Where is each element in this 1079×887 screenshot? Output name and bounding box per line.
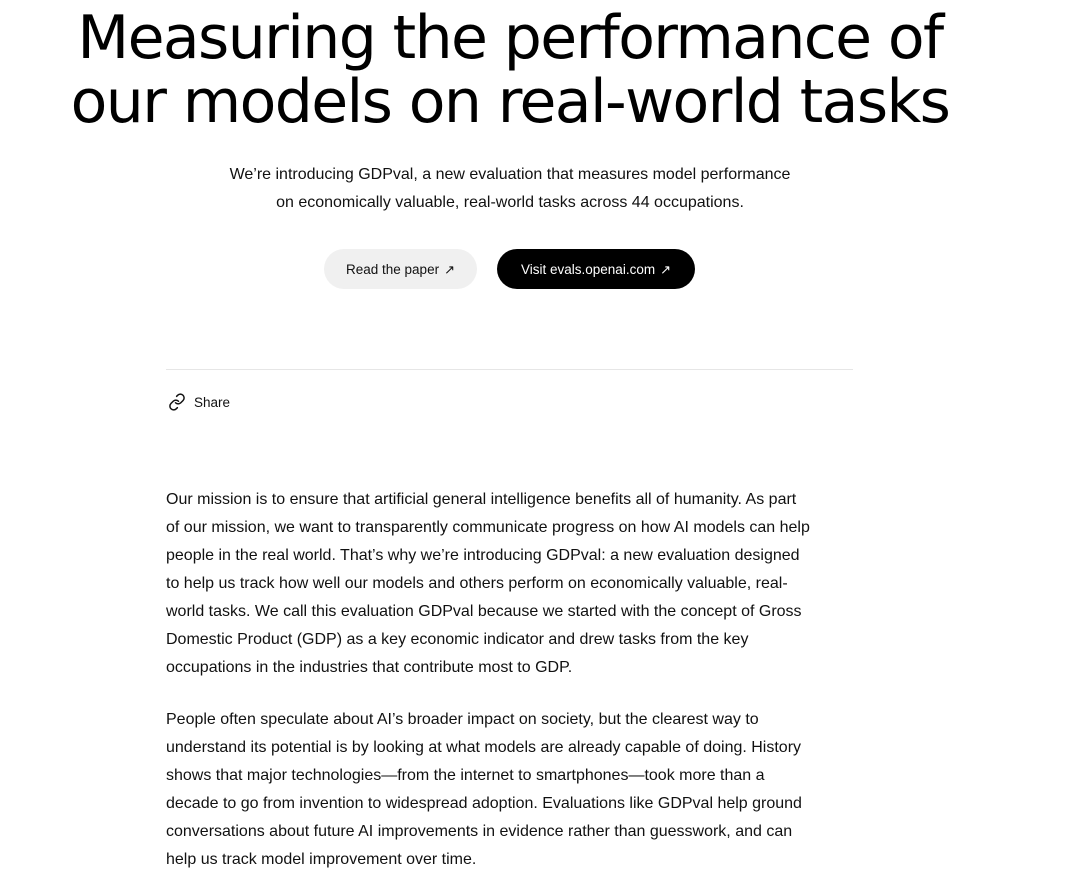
paragraph-line: decade to go from invention to widespread adoption. Evaluations like GDPval help ground <box>166 795 802 812</box>
paragraph-line: understand its potential is by looking at what models are already capable of doing. History <box>166 739 802 756</box>
paragraph-line: Domestic Product (GDP) as a key economic indicator and drew tasks from the key <box>166 631 749 648</box>
visit-evals-button[interactable] <box>497 249 695 289</box>
page-title-line-2: our models on real-world tasks <box>70 67 950 137</box>
section-divider <box>166 369 853 370</box>
share-button[interactable] <box>168 391 230 413</box>
paragraph-line: help us track model improvement over time. <box>166 851 477 868</box>
paragraph-line: to help us track how well our models and others perform on economically valuable, real- <box>166 575 788 592</box>
read-paper-label: Read the paper <box>346 261 440 277</box>
link-icon <box>168 393 186 411</box>
paragraph-line: Our mission is to ensure that artificial general intelligence benefits all of humanity. As part <box>166 491 797 508</box>
page-title <box>0 3 1020 137</box>
read-paper-button[interactable] <box>324 249 477 289</box>
page-subtitle-line-1: We’re introducing GDPval, a new evaluation that measures model performance <box>229 166 791 183</box>
paragraph-line: world tasks. We call this evaluation GDPval because we started with the concept of Gross <box>166 603 802 620</box>
paragraph-line: shows that major technologies—from the internet to smartphones—took more than a <box>166 767 765 784</box>
paragraph-line: conversations about future AI improvements in evidence rather than guesswork, and can <box>166 823 793 840</box>
article-paragraph-1 <box>166 486 866 682</box>
paragraph-line: occupations in the industries that contribute most to GDP. <box>166 659 573 676</box>
paragraph-line: people in the real world. That’s why we’re introducing GDPval: a new evaluation designed <box>166 547 800 564</box>
paragraph-line: of our mission, we want to transparently communicate progress on how AI models can help <box>166 519 810 536</box>
share-label: Share <box>194 394 231 410</box>
visit-evals-label: Visit evals.openai.com <box>521 261 656 277</box>
external-arrow-icon: ↗ <box>444 261 455 277</box>
page-subtitle <box>200 161 820 217</box>
external-arrow-icon: ↗ <box>660 261 671 277</box>
article-paragraph-2 <box>166 706 866 874</box>
paragraph-line: People often speculate about AI’s broader impact on society, but the clearest way to <box>166 711 759 728</box>
page-title-line-1: Measuring the performance of <box>77 3 943 73</box>
page-subtitle-line-2: on economically valuable, real-world tasks across 44 occupations. <box>276 194 744 211</box>
